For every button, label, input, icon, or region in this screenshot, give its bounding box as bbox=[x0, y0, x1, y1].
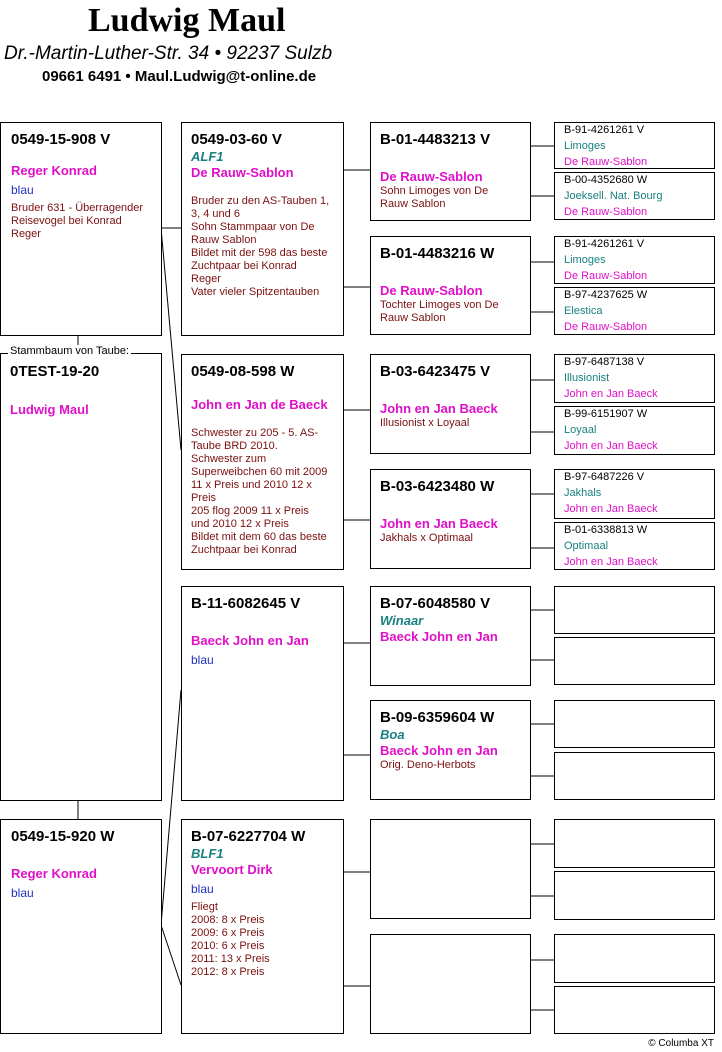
owner-name: John en Jan Baeck bbox=[564, 440, 658, 452]
breeder-name: Ludwig Maul bbox=[88, 2, 286, 39]
pigeon-name: Illusionist bbox=[564, 372, 610, 384]
owner-name: John en Jan Baeck bbox=[564, 503, 658, 515]
g4-card-4[interactable] bbox=[554, 287, 715, 335]
father-card[interactable] bbox=[0, 122, 162, 336]
strain-name: BLF1 bbox=[191, 846, 224, 861]
mmm-card[interactable] bbox=[370, 934, 531, 1034]
color-label: blau bbox=[191, 882, 214, 896]
g4-card-10[interactable] bbox=[554, 637, 715, 685]
breeder-address: Dr.-Martin-Luther-Str. 34 • 92237 Sulzb bbox=[4, 43, 333, 64]
mother-card[interactable] bbox=[0, 819, 162, 1034]
subject-card[interactable] bbox=[0, 353, 162, 801]
remarks: Tochter Limoges von De Rauw Sablon bbox=[380, 299, 499, 324]
ring-number: 0549-08-598 W bbox=[191, 363, 295, 380]
owner-name: De Rauw-Sablon bbox=[380, 169, 483, 184]
owner-name: De Rauw-Sablon bbox=[191, 165, 294, 180]
ring-number: B-01-4483216 W bbox=[380, 245, 495, 262]
g4-card-5[interactable] bbox=[554, 354, 715, 403]
ring-number: B-07-6227704 W bbox=[191, 828, 306, 845]
owner-name: De Rauw-Sablon bbox=[564, 206, 648, 218]
ring-number: B-99-6151907 W bbox=[564, 408, 648, 420]
pigeon-name: Jakhals bbox=[564, 487, 602, 499]
owner-name: Baeck John en Jan bbox=[380, 629, 498, 644]
g4-card-8[interactable] bbox=[554, 522, 715, 570]
owner-name: Reger Konrad bbox=[11, 866, 97, 881]
pigeon-name: Loyaal bbox=[564, 424, 597, 436]
pedigree-label: Stammbaum von Taube: bbox=[10, 345, 130, 357]
pigeon-name: Optimaal bbox=[564, 540, 609, 552]
ring-number: B-01-4483213 V bbox=[380, 131, 491, 148]
pigeon-name: Elestica bbox=[564, 305, 603, 317]
subject-ring: 0TEST-19-20 bbox=[10, 363, 100, 380]
owner-name: De Rauw-Sablon bbox=[564, 321, 648, 333]
color-label: blau bbox=[191, 653, 214, 667]
ring-number: B-91-4261261 V bbox=[564, 238, 645, 250]
mm-card[interactable] bbox=[181, 819, 344, 1034]
g4-card-15[interactable] bbox=[554, 934, 715, 983]
g4-card-2[interactable] bbox=[554, 172, 715, 220]
ring-number: B-91-4261261 V bbox=[564, 124, 645, 136]
pigeon-name: Limoges bbox=[564, 254, 606, 266]
g4-card-3[interactable] bbox=[554, 236, 715, 284]
fff-card[interactable] bbox=[370, 122, 531, 221]
ring-number: B-07-6048580 V bbox=[380, 595, 491, 612]
ring-number: B-97-6487138 V bbox=[564, 356, 645, 368]
owner-name: Baeck John en Jan bbox=[380, 743, 498, 758]
ffm-card[interactable] bbox=[370, 236, 531, 335]
remarks: Bruder zu den AS-Tauben 1, 3, 4 und 6 Sohn Stammpaar von De Rauw Sablon Bildet mit der 598 das beste Zuchtpaar bei Konrad Reger Vater vieler Spitzentauben bbox=[191, 195, 330, 298]
mmf-card[interactable] bbox=[370, 819, 531, 919]
ring-number: B-03-6423475 V bbox=[380, 363, 491, 380]
copyright: © Columba XT bbox=[648, 1038, 714, 1049]
owner-name: John en Jan Baeck bbox=[380, 401, 498, 416]
ring-number: 0549-15-908 V bbox=[11, 131, 111, 148]
pigeon-name: Joeksell. Nat. Bourg bbox=[564, 190, 663, 202]
ff-card[interactable] bbox=[181, 122, 344, 336]
g4-card-14[interactable] bbox=[554, 871, 715, 920]
g4-card-11[interactable] bbox=[554, 700, 715, 748]
remarks: Fliegt 2008: 8 x Preis 2009: 6 x Preis 2010: 6 x Preis 2011: 13 x Preis 2012: 8 x Preis bbox=[191, 901, 270, 978]
remarks: Bruder 631 - Überragender Reisevogel bei Konrad Reger bbox=[11, 202, 144, 240]
g4-card-13[interactable] bbox=[554, 819, 715, 868]
owner-name: De Rauw-Sablon bbox=[564, 270, 648, 282]
g4-card-1[interactable] bbox=[554, 122, 715, 169]
g4-card-9[interactable] bbox=[554, 586, 715, 634]
ring-number: B-97-6487226 V bbox=[564, 471, 645, 483]
owner-name: Baeck John en Jan bbox=[191, 633, 309, 648]
mfm-card[interactable] bbox=[370, 700, 531, 800]
ring-number: 0549-15-920 W bbox=[11, 828, 115, 845]
remarks: Jakhals x Optimaal bbox=[380, 532, 473, 544]
owner-name: John en Jan Baeck bbox=[564, 388, 658, 400]
ring-number: 0549-03-60 V bbox=[191, 131, 282, 148]
pigeon-name: Limoges bbox=[564, 140, 606, 152]
g4-card-6[interactable] bbox=[554, 406, 715, 455]
ring-number: B-00-4352680 W bbox=[564, 174, 648, 186]
fmm-card[interactable] bbox=[370, 469, 531, 569]
strain-name: Boa bbox=[380, 727, 405, 742]
ring-number: B-09-6359604 W bbox=[380, 709, 495, 726]
color-label: blau bbox=[11, 183, 34, 197]
owner-name: John en Jan Baeck bbox=[564, 556, 658, 568]
mf-card[interactable] bbox=[181, 586, 344, 801]
remarks: Sohn Limoges von De Rauw Sablon bbox=[380, 185, 489, 210]
ring-number: B-97-4237625 W bbox=[564, 289, 648, 301]
g4-card-12[interactable] bbox=[554, 752, 715, 800]
g4-card-7[interactable] bbox=[554, 469, 715, 519]
ring-number: B-03-6423480 W bbox=[380, 478, 495, 495]
strain-name: ALF1 bbox=[191, 149, 224, 164]
remarks: Orig. Deno-Herbots bbox=[380, 759, 476, 771]
subject-owner: Ludwig Maul bbox=[10, 402, 89, 417]
breeder-contact: 09661 6491 • Maul.Ludwig@t-online.de bbox=[42, 68, 317, 85]
owner-name: De Rauw-Sablon bbox=[564, 156, 648, 168]
strain-name: Winaar bbox=[380, 613, 424, 628]
remarks: Illusionist x Loyaal bbox=[380, 417, 470, 429]
color-label: blau bbox=[11, 886, 34, 900]
owner-name: John en Jan Baeck bbox=[380, 516, 498, 531]
fmf-card[interactable] bbox=[370, 354, 531, 454]
ring-number: B-11-6082645 V bbox=[191, 595, 301, 612]
owner-name: Vervoort Dirk bbox=[191, 862, 273, 877]
ring-number: B-01-6338813 W bbox=[564, 524, 648, 536]
owner-name: De Rauw-Sablon bbox=[380, 283, 483, 298]
mff-card[interactable] bbox=[370, 586, 531, 686]
owner-name: Reger Konrad bbox=[11, 163, 97, 178]
fm-card[interactable] bbox=[181, 354, 344, 570]
g4-card-16[interactable] bbox=[554, 986, 715, 1034]
remarks: Schwester zu 205 - 5. AS- Taube BRD 2010. Schwester zum Superweibchen 60 mit 2009 11 x Preis und 2010 12 x Preis 205 flog 2009 11 x Preis und 2010 12 x Preis Bildet mit dem 60 das beste Zuchtpaar bei Konrad bbox=[191, 427, 328, 556]
owner-name: John en Jan de Baeck bbox=[191, 397, 328, 412]
